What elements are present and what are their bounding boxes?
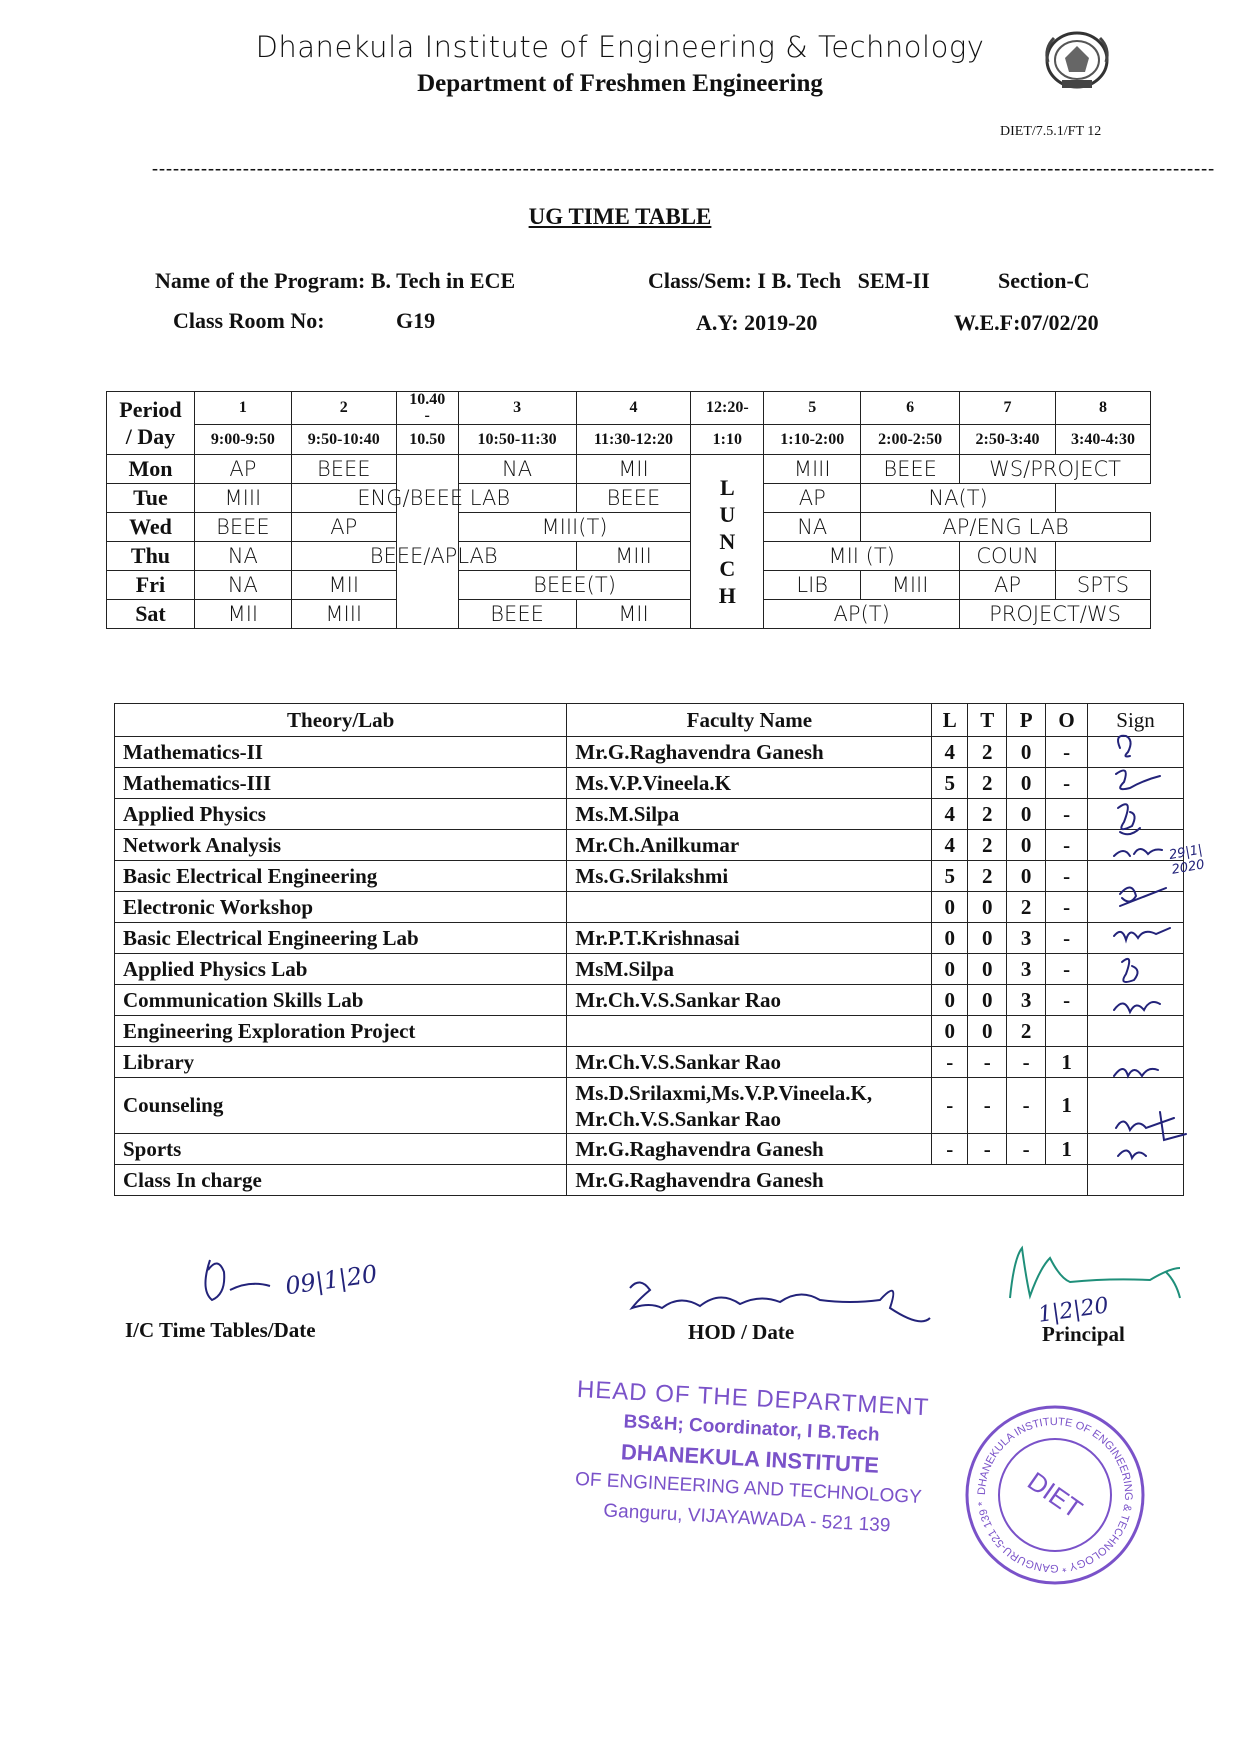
l-value: 0 xyxy=(932,923,968,954)
slot: MII xyxy=(576,600,691,629)
stamp-line: BS&H; Coordinator, I B.Tech xyxy=(623,1411,881,1446)
period-num: 4 xyxy=(576,392,691,425)
subject: Mathematics-II xyxy=(115,737,567,768)
p-value: 2 xyxy=(1007,892,1046,923)
period-num: 2 xyxy=(291,392,396,425)
slot: MIII xyxy=(861,571,960,600)
day-label: Tue xyxy=(107,484,195,513)
o-value: - xyxy=(1046,892,1088,923)
period-num: 1 xyxy=(194,392,291,425)
t-value: 2 xyxy=(968,799,1007,830)
o-value: - xyxy=(1046,830,1088,861)
stamp-line: OF ENGINEERING AND TECHNOLOGY xyxy=(574,1468,923,1509)
period-num: 7 xyxy=(960,392,1056,425)
slot: NA xyxy=(458,455,576,484)
slot: MII xyxy=(576,455,691,484)
table-row xyxy=(115,923,1184,954)
faculty: Mr.Ch.V.S.Sankar Rao xyxy=(567,985,932,1016)
subjects-table xyxy=(114,703,1184,1196)
t-value: - xyxy=(968,1134,1007,1165)
table-row xyxy=(115,892,1184,923)
lunch-column xyxy=(691,455,764,629)
period-num: 8 xyxy=(1055,392,1150,425)
stamp-line: Ganguru, VIJAYAWADA - 521 139 xyxy=(602,1500,891,1537)
slot: MII xyxy=(291,571,396,600)
dashed-divider: -------------------------------------------------------------------------------------------------------------------------------------------------------- xyxy=(152,158,1216,178)
faculty-line: Ms.D.Srilaxmi,Ms.V.P.Vineela.K, xyxy=(575,1080,873,1105)
o-value: - xyxy=(1046,768,1088,799)
faculty xyxy=(567,1078,932,1134)
subject: Library xyxy=(115,1047,567,1078)
p-value: 0 xyxy=(1007,768,1046,799)
faculty xyxy=(567,892,932,923)
lunch-letter: H xyxy=(718,583,736,608)
signature-mark xyxy=(1122,959,1138,982)
faculty xyxy=(567,1016,932,1047)
t-value: 2 xyxy=(968,861,1007,892)
faculty: Mr.Ch.Anilkumar xyxy=(567,830,932,861)
ic-date: 09|1|20 xyxy=(283,1259,380,1301)
department-name: Department of Freshmen Engineering xyxy=(417,70,823,97)
table-row xyxy=(115,737,1184,768)
slot: NA xyxy=(764,513,861,542)
stamp-line: HEAD OF THE DEPARTMENT xyxy=(576,1375,930,1422)
signature-mark xyxy=(1118,736,1131,757)
o-value: - xyxy=(1046,737,1088,768)
break-start xyxy=(396,392,458,425)
program-name: Name of the Program: B. Tech in ECE xyxy=(155,268,516,293)
l-value: 5 xyxy=(932,768,968,799)
faculty-line: Mr.Ch.V.S.Sankar Rao xyxy=(575,1106,781,1131)
o-value xyxy=(1046,1016,1088,1047)
t-value: 0 xyxy=(968,923,1007,954)
lunch-letter: N xyxy=(719,529,736,554)
t-value: - xyxy=(968,1047,1007,1078)
subject: Class In charge xyxy=(115,1165,567,1196)
table-row xyxy=(115,1047,1184,1078)
period-time: 10:50-11:30 xyxy=(458,425,576,455)
period-time: 1:10-2:00 xyxy=(764,425,861,455)
corner-bottom: / Day xyxy=(125,424,176,449)
o-value: - xyxy=(1046,954,1088,985)
table-row xyxy=(115,799,1184,830)
slot: BEEE xyxy=(576,484,691,513)
table-row xyxy=(115,768,1184,799)
col-header: Sign xyxy=(1088,704,1184,737)
class-sem: Class/Sem: I B. Tech SEM-II xyxy=(648,268,930,293)
institute-logo xyxy=(1040,28,1114,94)
break-end: 10.50 xyxy=(396,425,458,455)
table-row xyxy=(115,830,1184,861)
corner-top: Period xyxy=(119,397,182,422)
slot: LIB xyxy=(764,571,861,600)
signature-mark xyxy=(1116,1112,1186,1140)
subject: Sports xyxy=(115,1134,567,1165)
slot: AP xyxy=(764,484,861,513)
day-label: Thu xyxy=(107,542,195,571)
col-header: Theory/Lab xyxy=(115,704,567,737)
subject: Applied Physics Lab xyxy=(115,954,567,985)
subject: Communication Skills Lab xyxy=(115,985,567,1016)
institute-name: Dhanekula Institute of Engineering & Technology xyxy=(255,30,985,64)
table-row xyxy=(115,1078,1184,1134)
faculty: Mr.Ch.V.S.Sankar Rao xyxy=(567,1047,932,1078)
day-label: Fri xyxy=(107,571,195,600)
period-time: 9:50-10:40 xyxy=(291,425,396,455)
p-value: - xyxy=(1007,1134,1046,1165)
slot: AP xyxy=(194,455,291,484)
day-label: Wed xyxy=(107,513,195,542)
o-value: - xyxy=(1046,861,1088,892)
slot: AP xyxy=(291,513,396,542)
slot: BEEE xyxy=(458,600,576,629)
slot: BEEE xyxy=(861,455,960,484)
col-header: Faculty Name xyxy=(567,704,932,737)
slot: PROJECT/WS xyxy=(960,600,1151,629)
slot: NA xyxy=(194,571,291,600)
institute-seal xyxy=(960,1400,1150,1590)
signature-mark xyxy=(1114,849,1162,856)
seal-ring-text: DHANEKULA INSTITUTE OF ENGINEERING & TECHNOLOGY * GANGURU-521 139 * xyxy=(975,1415,1135,1575)
hod-stamp xyxy=(566,1375,933,1544)
break-start-text: 10.40 xyxy=(409,391,446,408)
principal-date: 1|2|20 xyxy=(1036,1293,1111,1328)
l-value: 0 xyxy=(932,985,968,1016)
t-value: 0 xyxy=(968,954,1007,985)
p-value: - xyxy=(1007,1078,1046,1134)
faculty: Mr.G.Raghavendra Ganesh xyxy=(567,1165,1088,1196)
slot: ENG/BEEE LAB xyxy=(291,484,576,513)
subject: Engineering Exploration Project xyxy=(115,1016,567,1047)
room-value: G19 xyxy=(396,308,436,333)
period-time: 9:00-9:50 xyxy=(194,425,291,455)
slot: BEEE(T) xyxy=(458,571,691,600)
p-value: 3 xyxy=(1007,923,1046,954)
l-value: - xyxy=(932,1078,968,1134)
slot: MIII xyxy=(194,484,291,513)
t-value: 2 xyxy=(968,830,1007,861)
l-value: 0 xyxy=(932,892,968,923)
academic-year: A.Y: 2019-20 xyxy=(696,310,818,335)
l-value: 4 xyxy=(932,830,968,861)
signature-mark xyxy=(1120,887,1166,906)
l-value: 5 xyxy=(932,861,968,892)
subject: Mathematics-III xyxy=(115,768,567,799)
p-value: 3 xyxy=(1007,954,1046,985)
t-value: 0 xyxy=(968,892,1007,923)
corner-cell xyxy=(107,392,195,455)
slot: MIII(T) xyxy=(458,513,691,542)
o-value: - xyxy=(1046,799,1088,830)
signature-mark xyxy=(1118,1150,1146,1158)
slot: BEEE xyxy=(291,455,396,484)
faculty: Mr.P.T.Krishnasai xyxy=(567,923,932,954)
page-title xyxy=(0,204,1240,230)
faculty: Ms.V.P.Vineela.K xyxy=(567,768,932,799)
p-value: 0 xyxy=(1007,830,1046,861)
lunch-letter: L xyxy=(719,475,735,500)
period-time: 3:40-4:30 xyxy=(1055,425,1150,455)
principal-label: Principal xyxy=(1042,1322,1125,1346)
signature-mark xyxy=(1114,928,1170,940)
sign-date: 29|1| 2020 xyxy=(1167,842,1206,878)
o-value: 1 xyxy=(1046,1134,1088,1165)
faculty: Ms.M.Silpa xyxy=(567,799,932,830)
period-time: 2:50-3:40 xyxy=(960,425,1056,455)
p-value: 3 xyxy=(1007,985,1046,1016)
faculty: MsM.Silpa xyxy=(567,954,932,985)
p-value: 0 xyxy=(1007,861,1046,892)
table-row xyxy=(115,861,1184,892)
slot: NA xyxy=(194,542,291,571)
t-value: 2 xyxy=(968,768,1007,799)
l-value: 0 xyxy=(932,954,968,985)
table-row xyxy=(115,954,1184,985)
subject: Network Analysis xyxy=(115,830,567,861)
col-header: P xyxy=(1007,704,1046,737)
signature-mark xyxy=(1114,1069,1158,1076)
t-value: - xyxy=(968,1078,1007,1134)
period-num: 5 xyxy=(764,392,861,425)
col-header: L xyxy=(932,704,968,737)
slot: MIII xyxy=(291,600,396,629)
hod-label: HOD / Date xyxy=(688,1320,795,1344)
lunch-end: 1:10 xyxy=(691,425,764,455)
day-label: Mon xyxy=(107,455,195,484)
period-num: 3 xyxy=(458,392,576,425)
period-time: 2:00-2:50 xyxy=(861,425,960,455)
p-value: - xyxy=(1007,1047,1046,1078)
slot: NA(T) xyxy=(861,484,1056,513)
document-code: DIET/7.5.1/FT 12 xyxy=(1000,124,1102,139)
day-label: Sat xyxy=(107,600,195,629)
seal-center-text: DIET xyxy=(1022,1465,1088,1525)
slot: BEEE/APLAB xyxy=(291,542,576,571)
subject: Applied Physics xyxy=(115,799,567,830)
faculty: Ms.G.Srilakshmi xyxy=(567,861,932,892)
signature-mark xyxy=(1114,1002,1160,1012)
table-row xyxy=(115,1165,1184,1196)
slot: SPTS xyxy=(1055,571,1150,600)
o-value: - xyxy=(1046,923,1088,954)
title-text: UG TIME TABLE xyxy=(528,204,712,229)
l-value: 4 xyxy=(932,737,968,768)
col-header: T xyxy=(968,704,1007,737)
slot: BEEE xyxy=(194,513,291,542)
t-value: 2 xyxy=(968,737,1007,768)
break-dash: - xyxy=(424,407,430,424)
slot: AP xyxy=(960,571,1056,600)
slot: MII (T) xyxy=(764,542,960,571)
subject: Basic Electrical Engineering Lab xyxy=(115,923,567,954)
lunch-start: 12:20- xyxy=(691,392,764,425)
slot: AP/ENG LAB xyxy=(861,513,1151,542)
slot: WS/PROJECT xyxy=(960,455,1151,484)
p-value: 2 xyxy=(1007,1016,1046,1047)
slot: MIII xyxy=(764,455,861,484)
l-value: 4 xyxy=(932,799,968,830)
slot: AP(T) xyxy=(764,600,960,629)
period-time: 11:30-12:20 xyxy=(576,425,691,455)
slot: COUN xyxy=(960,542,1056,571)
subject: Counseling xyxy=(115,1078,567,1134)
col-header: O xyxy=(1046,704,1088,737)
slot: MII xyxy=(194,600,291,629)
l-value: - xyxy=(932,1134,968,1165)
room-label: Class Room No: xyxy=(173,308,325,333)
p-value: 0 xyxy=(1007,799,1046,830)
p-value: 0 xyxy=(1007,737,1046,768)
table-row xyxy=(115,985,1184,1016)
faculty-signatures xyxy=(1100,730,1240,1180)
lunch-letter: U xyxy=(719,502,736,527)
signature-mark xyxy=(1116,770,1160,789)
o-value: 1 xyxy=(1046,1078,1088,1134)
lunch-letter: C xyxy=(719,556,736,581)
table-row xyxy=(115,1134,1184,1165)
period-num: 6 xyxy=(861,392,960,425)
ic-label: I/C Time Tables/Date xyxy=(125,1318,316,1342)
t-value: 0 xyxy=(968,1016,1007,1047)
l-value: - xyxy=(932,1047,968,1078)
timetable xyxy=(106,391,1151,629)
faculty: Mr.G.Raghavendra Ganesh xyxy=(567,1134,932,1165)
subject: Basic Electrical Engineering xyxy=(115,861,567,892)
faculty: Mr.G.Raghavendra Ganesh xyxy=(567,737,932,768)
table-row xyxy=(115,1016,1184,1047)
wef-date: W.E.F:07/02/20 xyxy=(954,310,1099,335)
stamp-line: DHANEKULA INSTITUTE xyxy=(620,1439,880,1478)
t-value: 0 xyxy=(968,985,1007,1016)
subject: Electronic Workshop xyxy=(115,892,567,923)
o-value: - xyxy=(1046,985,1088,1016)
o-value: 1 xyxy=(1046,1047,1088,1078)
signature-mark xyxy=(1118,804,1140,834)
section: Section-C xyxy=(998,268,1090,293)
slot: MIII xyxy=(576,542,691,571)
l-value: 0 xyxy=(932,1016,968,1047)
